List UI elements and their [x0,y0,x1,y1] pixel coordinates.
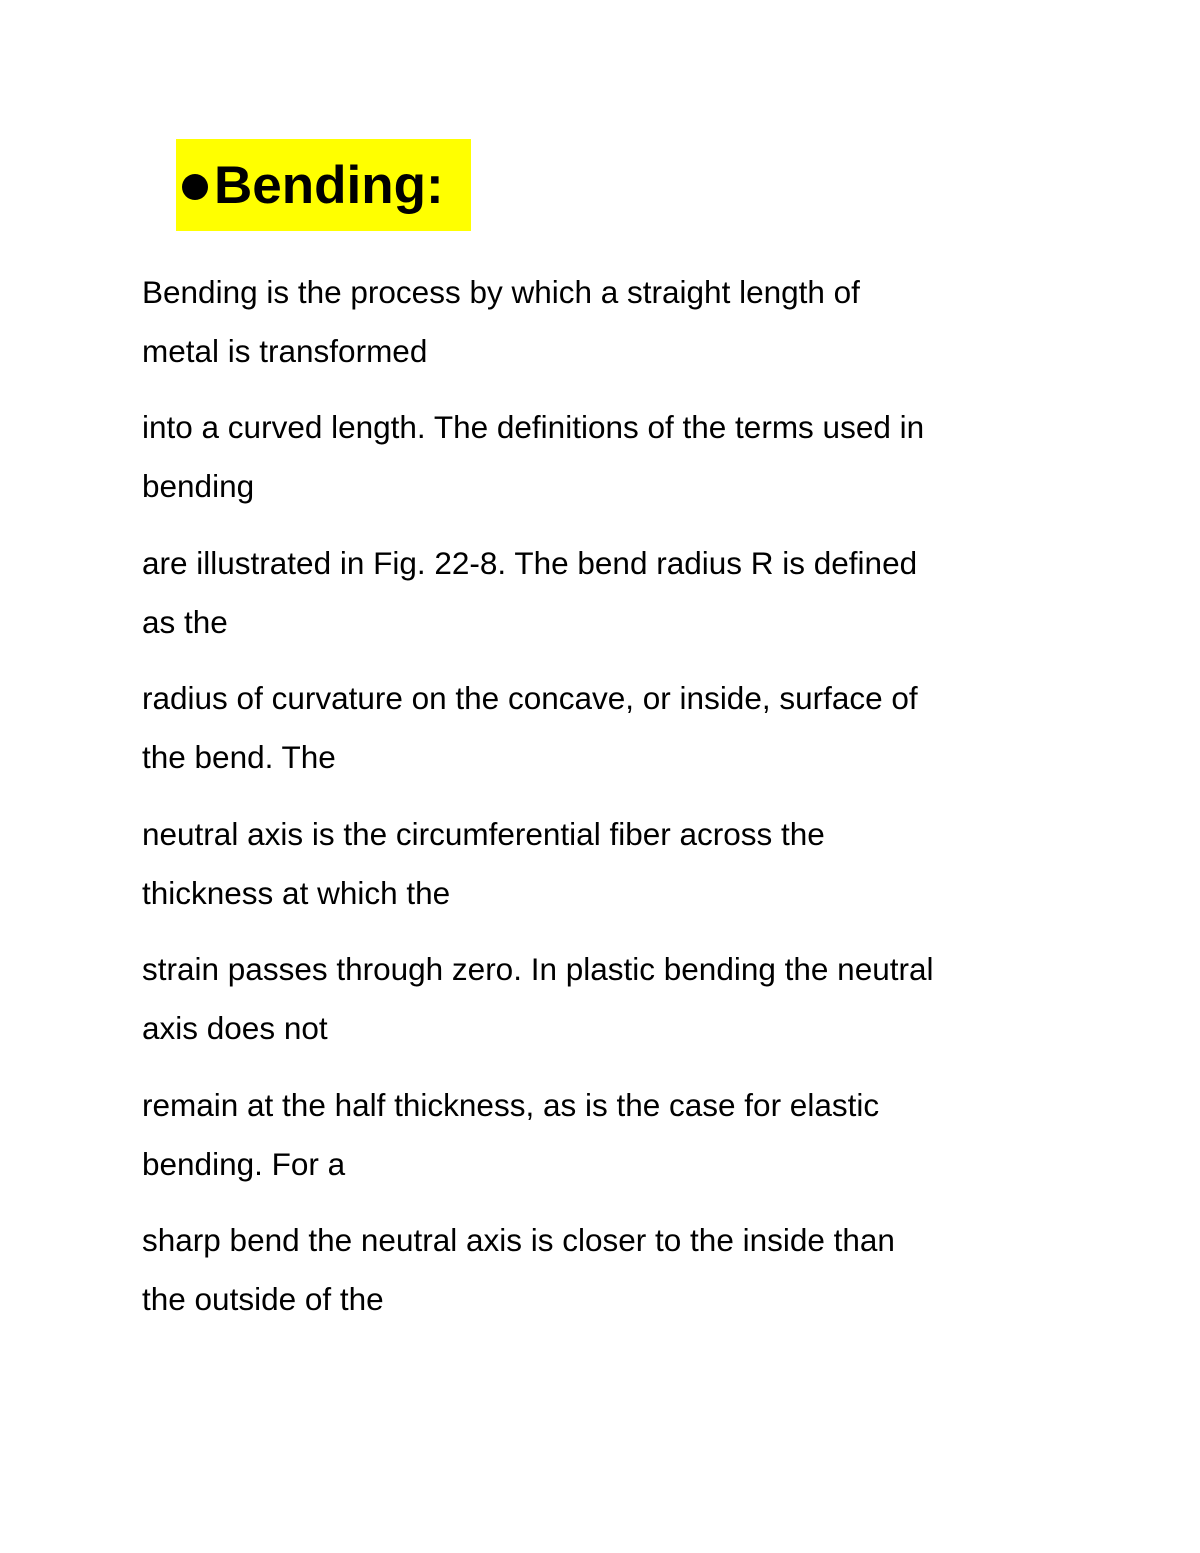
text-line: are illustrated in Fig. 22-8. The bend radius R is defined [142,545,918,581]
text-line: thickness at which the [142,875,451,911]
text-line: radius of curvature on the concave, or inside, surface of [142,680,918,716]
text-line: metal is transformed [142,333,428,369]
heading-text: Bending: [214,155,444,215]
text-line: axis does not [142,1010,328,1046]
text-line: bending [142,468,255,504]
text-line: sharp bend the neutral axis is closer to the inside than [142,1222,895,1258]
paragraph-8 [142,1211,895,1329]
paragraph-1 [142,263,860,381]
paragraph-7 [142,1076,879,1194]
text-line: strain passes through zero. In plastic bending the neutral [142,951,934,987]
section-heading [176,139,471,231]
text-line: bending. For a [142,1146,346,1182]
paragraph-2 [142,398,924,516]
text-line: the bend. The [142,739,336,775]
text-line: Bending is the process by which a straight length of [142,274,860,310]
paragraph-4 [142,669,918,787]
bullet-icon [182,174,208,200]
text-line: into a curved length. The definitions of the terms used in [142,409,925,445]
paragraph-3 [142,534,917,652]
text-line: neutral axis is the circumferential fiber across the [142,816,825,852]
paragraph-6 [142,940,933,1058]
text-line: the outside of the [142,1281,384,1317]
text-line: as the [142,604,228,640]
text-line: remain at the half thickness, as is the case for elastic [142,1087,880,1123]
paragraph-5 [142,805,825,923]
